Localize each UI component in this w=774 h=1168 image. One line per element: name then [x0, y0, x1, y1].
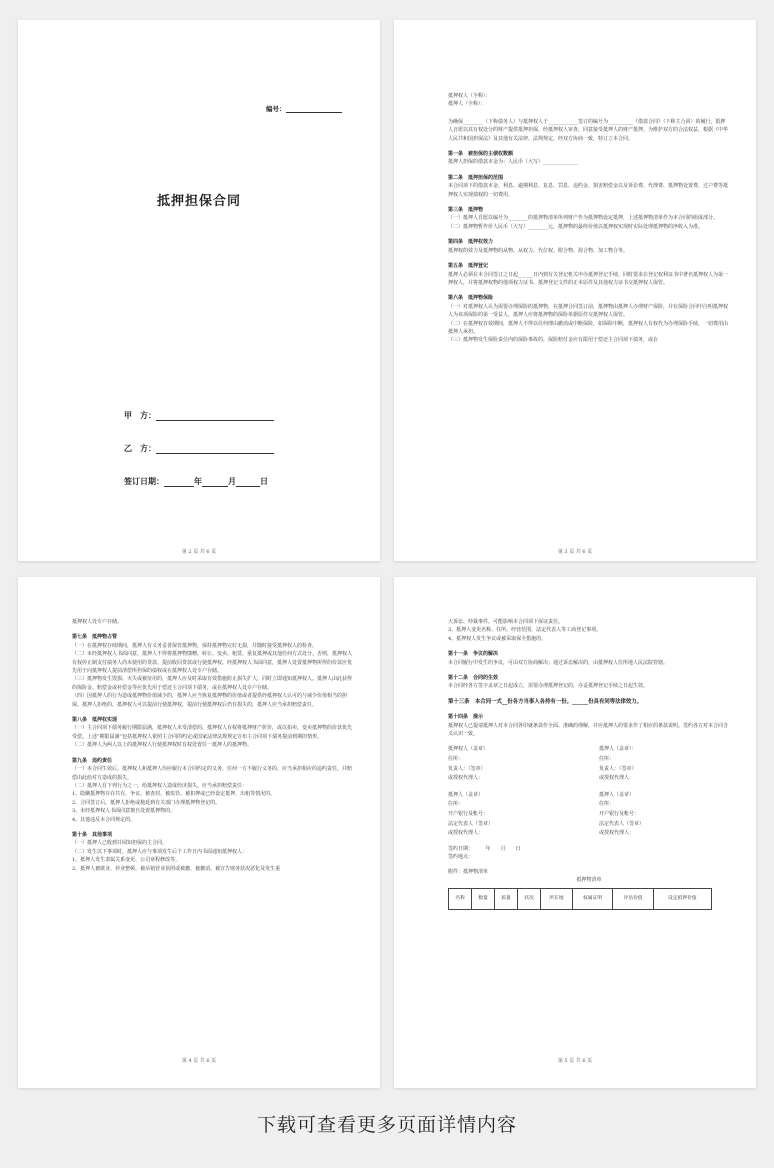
page-footer: 第 5 页 共 6 页 [557, 1058, 593, 1064]
signature-line: 或授权代理人： [599, 775, 635, 782]
sign-date-label: 签订日期： [124, 476, 164, 486]
sign-date: 签约日期： 年 月 日 [448, 845, 521, 852]
signature-line: 开户银行及帐号： [448, 811, 489, 818]
clause-heading: 第四条 抵押权效力 [448, 239, 494, 246]
paragraph: 抵押人担保的借款本金为：人民币（大写）______________ [448, 159, 579, 166]
signature-right-2 [599, 791, 730, 839]
signature-line: 负责人：（签章） [448, 765, 486, 772]
table-header-cell: 设定抵押价值 [653, 889, 711, 910]
month-line [202, 478, 228, 487]
party-a-line [156, 412, 274, 421]
paragraph: （三）抵押物发生保险责任内的保险事故的，保险赔付金应有限用于偿还主合同项下债务，或在 [448, 337, 659, 344]
paragraph: 3、未经抵押权人书面同意擅自处置抵押物的。 [72, 808, 176, 815]
party-b-line [156, 445, 274, 454]
clause-heading: 第八条 抵押权实现 [72, 717, 118, 724]
signature-line: 或授权代理人： [599, 830, 635, 837]
clause-heading: 第三条 抵押物 [448, 207, 484, 214]
document-number-line [286, 106, 342, 113]
table-header-cell: 权属证明 [572, 889, 613, 910]
paragraph: （一）对抵押权人认为需要办理保险的抵押物，在抵押合同签订前，抵押物由抵押人办理财产保险，并在保险合同中注明抵押权人为该项保险的第一受益人，抵押人应将抵押物的保险单据原件交抵押权人保管。 [448, 303, 729, 319]
signature-left-2 [448, 791, 579, 839]
day-line [236, 478, 260, 487]
party-a-field [124, 410, 274, 421]
paragraph: 为确保________（下称债务人）与抵押权人于____________签订的编号为__________《借款合同》（下称主合同）的履行，抵押人自愿以其有权处分的财产提供抵押担保，经抵押权人审查，同意接受抵押人的财产抵押。为维护双方的合法权益，根据《中华人民共和国担保法》及其他有关法律、法规规定，经双方协商一致，特订立本合同。 [448, 118, 729, 142]
paragraph: 大诉讼、仲裁事件，可能影响本合同项下保证责任。 [448, 619, 564, 625]
table-header-cell: 名称 [449, 889, 472, 910]
signature-line: 法定代表人（签章） [448, 820, 494, 827]
signature-line: 开户银行及帐号： [599, 811, 640, 818]
clause-heading: 第十四条 提示 [448, 714, 484, 721]
spacer [448, 109, 730, 118]
paragraph: （三）抵押物发生毁损、灭失或被征用的，抵押人应及时采取有效措施防止损失扩大，同时立即通知抵押权人。抵押人由此获得的保险金、赔偿金或补偿金等应优先用于偿还主合同项下债务，或在抵押权人处专户存储。 [72, 676, 353, 691]
table-header-cell: 数量 [472, 889, 495, 910]
document-title: 抵押担保合同 [156, 194, 241, 209]
paragraph: 3、抵押人变更名称、住所、经营范围、法定代表人等工商登记事项。 [448, 627, 602, 634]
signature-line: 抵押人（盖章）： [599, 746, 637, 753]
document-number [266, 104, 342, 113]
signature-block-2 [448, 791, 730, 839]
paragraph: 本合同经各方签字盖章之日起成立，需要办理抵押登记的，办妥抵押登记手续之日起生效。 [448, 683, 649, 690]
paragraph: （一）在抵押权存续期间，抵押人有义务妥善保管抵押物，保持抵押物完好无损，并随时接受抵押权人的检查。 [72, 642, 318, 649]
contract-page-5 [394, 577, 756, 1088]
table-header-cell: 状况 [518, 889, 541, 910]
signature-left-1 [448, 745, 579, 783]
table-header-row [449, 889, 712, 910]
page-footer: 第 2 页 共 6 页 [181, 549, 217, 555]
clause-heading: 第一条 被担保的主债权数额 [448, 151, 514, 158]
signature-right-1 [599, 745, 730, 783]
signature-line: 住所： [599, 801, 615, 808]
paragraph: （一）本合同生效后，抵押权人和抵押人均应履行本合同约定的义务，任何一方不履行义务的，应当承担相应的违约责任，并赔偿由此给对方造成的损失。 [72, 766, 353, 781]
document-number-label: 编号： [266, 105, 286, 113]
table-header-cell: 质量 [495, 889, 518, 910]
contract-page-4 [18, 577, 380, 1088]
sign-place: 签约地点： [448, 854, 474, 861]
paragraph: 抵押权人已提请抵押人对本合同各印就条款作全面、准确的理解，并应抵押人的要求作了相应的条款说明。签约各方对本合同含义认识一致。 [448, 722, 729, 738]
sign-date-field [124, 476, 268, 487]
signature-line: 抵押人（盖章） [599, 791, 635, 798]
paragraph: 4、其他违反本合同规定的。 [72, 816, 136, 823]
paragraph: （二）抵押物暂作价人民币（大写）________元，抵押物的最终价值以抵押权实现时实际处理抵押物的净收入为准。 [448, 223, 704, 230]
paragraph: 抵押权人处专户存储。 [72, 619, 123, 625]
party-a-label: 甲 方： [124, 410, 156, 420]
contract-page-3 [394, 20, 756, 561]
paragraph: 本合同项下的借款本金、利息、逾期利息、复息、罚息、违约金、损害赔偿金以及诉讼费、代理费、抵押物处置费、过户费等抵押权人实现债权的一切费用。 [448, 183, 729, 198]
paragraph: 1、抵押人发生隶属关系变更、公司章程修改等。 [72, 857, 181, 864]
signature-line: 或授权代理人： [448, 830, 484, 837]
signature-line: 抵押人（盖章） [448, 791, 484, 798]
party-b-field [124, 443, 274, 454]
clause-heading: 第十二条 合同的生效 [448, 675, 499, 682]
clause-heading: 第五条 抵押登记 [448, 263, 489, 270]
paragraph: （一）抵押人已收到并阅知担保的主合同。 [72, 840, 168, 847]
month-label: 月 [228, 476, 236, 486]
year-line [164, 478, 194, 487]
paragraph: 抵押人（全称）： [448, 101, 486, 108]
paragraph: （二）未经抵押权人书面同意，抵押人不得将抵押物馈赠、转让、变卖、租赁、重复抵押或其他任何方式处分。否则，抵押权人有权停止制支付债务人尚未使用的贷款、提前收回贷款或行使抵押权。经抵押权人书面同意，抵押人处置抵押物所得的价款应优先用于向抵押权人提前清偿所担保的债权或在抵押权人处专户存储。 [72, 651, 353, 675]
paragraph: （二）抵押人为两人以上的抵押权人行使抵押权时有权处置任一抵押人的抵押物。 [72, 742, 253, 749]
page-footer: 第 4 页 共 6 页 [181, 1058, 217, 1064]
asset-list-title: 抵押物清单 [576, 877, 602, 884]
table-header-cell: 评估价值 [613, 889, 654, 910]
paragraph: 抵押权人（全称）： [448, 93, 491, 99]
paragraph: （四）因抵押人的行为造成抵押物价值减少的，抵押人应当恢复抵押物的价值或者提供经抵押权人认可的与减少价值相当的担保。抵押人拒绝的，抵押权人可以提前行使抵押权，提前行使抵押权后仍有损失的，抵押人应当承担赔偿责任。 [72, 693, 348, 708]
cover-page [18, 20, 380, 561]
page-body [448, 618, 730, 910]
clause-heading: 第十一条 争议的解决 [448, 651, 499, 658]
party-b-label: 乙 方： [124, 443, 156, 453]
download-more-caption: 下载可查看更多页面详情内容 [256, 1114, 517, 1136]
paragraph: 抵押人必须在本合同签订之日起______日内到有关登记机关申办抵押登记手续，同时要求在登记权利证书中著名抵押权人为第一押权人，并将抵押权物的他项权力证书、抵押登记文件的正本原件及其他权力证书交抵押权人保管。 [448, 271, 729, 286]
signature-line: 住所： [448, 801, 464, 808]
paragraph: （二）抵押人有下列行为之一，给抵押权人造成经济损失，应当承担赔偿责任： [72, 782, 248, 789]
paragraph: 2、合同签订后，抵押人拒绝或拖延到有关部门办理抵押物登记的。 [72, 799, 221, 806]
signature-line: 法定代表人（签章） [599, 820, 645, 827]
paragraph: 1、隐瞒抵押物存在共有、争议、被查封、被监管、被扣押或已经设定抵押、出租等情况的。 [72, 791, 276, 798]
page-body [72, 618, 354, 873]
page-body-text [448, 618, 730, 738]
clause-heading: 第十三条 本合同一式__份各方当事人各持有一份。______份具有同等法律效力。 [448, 698, 643, 705]
attachment-note: 附件：抵押物清单 [448, 868, 489, 875]
clause-heading: 第九条 违约责任 [72, 757, 113, 764]
signature-block-1 [448, 745, 730, 783]
paragraph: 抵押权的效力及抵押物的从物、从权力、代位权、附合物、混合物、加工物合等。 [448, 247, 629, 254]
paragraph: （二）发生以下事项时，抵押人应与事项发生后个工作日内书面通知抵押权人： [72, 848, 248, 855]
paragraph: 2、抵押人被歇业、停业整顿、被吊销营业执照或被撤、被撤消、被宣告财务状况恶化及发生重 [72, 865, 281, 872]
signature-line: 负责人：（签章） [599, 765, 637, 772]
paragraph: 本合同履行中发生的争议，可由双方协商解决；通过诉讼解决的，由抵押权人住所地人民法院管辖。 [448, 659, 669, 666]
clause-heading: 第六条 抵押物保险 [448, 295, 494, 302]
paragraph: 4、抵押权人发生争议或被采取保全措施的。 [448, 635, 547, 642]
signature-line: 或授权代理人： [448, 775, 484, 782]
clause-heading: 第二条 抵押担保的范围 [448, 174, 504, 181]
clause-heading: 第七条 抵押物占管 [72, 634, 118, 641]
signature-line: 抵押权人（盖章） [448, 746, 489, 753]
signature-line: 住所： [448, 756, 464, 763]
clause-heading: 第十条 其他事项 [72, 831, 113, 838]
paragraph: （二）在抵押权有效期间，抵押人不得以任何理由撤消或中断保险，如保险中断，抵押权人有权代为办理保险手续，一切费用由抵押人承担。 [448, 320, 729, 335]
asset-list-table [448, 888, 712, 910]
year-label: 年 [194, 476, 202, 486]
table-header-cell: 所在地 [541, 889, 573, 910]
page-footer: 第 3 页 共 6 页 [557, 549, 593, 555]
paragraph: （一）主合同项下债务履行期限届满，抵押权人未受清偿的，抵押权人有权将抵押财产折价，或以拍卖、变卖抵押物的价款优先受偿。上述“期限届满”包括抵押权人依照主合同的约定或国家法律法规规定宣布主合同项下债务提前到期的情形。 [72, 725, 353, 740]
signature-line: 住所： [599, 756, 615, 763]
paragraph: （一）抵押人自愿以编号为________的抵押物清单所列财产作为抵押物设定抵押，上述抵押物清单作为本合同的组成部分。 [448, 215, 719, 222]
day-label: 日 [260, 476, 268, 486]
page-body [448, 92, 730, 345]
